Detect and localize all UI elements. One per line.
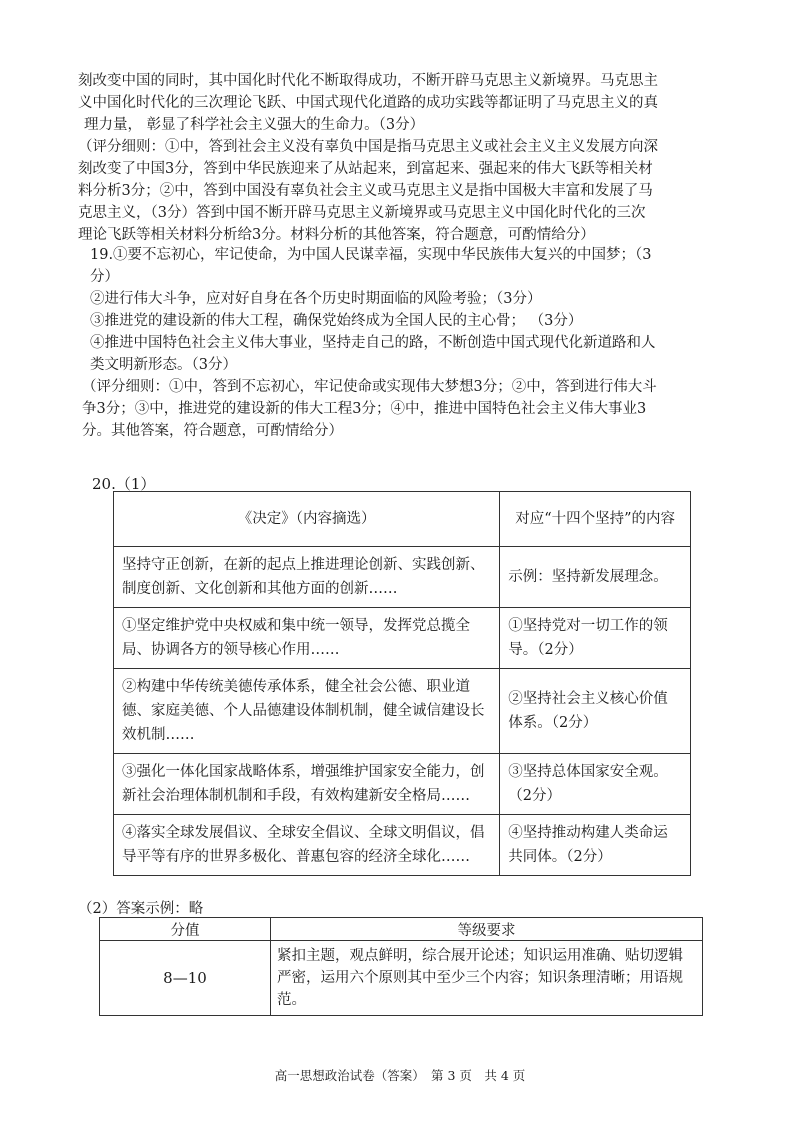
q18-answer-block bbox=[78, 70, 728, 246]
q20-part2-label: （2）答案示例：略 bbox=[78, 901, 204, 917]
text-line: 义中国化时代化的三次理论飞跃、中国式现代化道路的成功实践等都证明了马克思主义的真 bbox=[78, 95, 658, 111]
text-line: 19.①要不忘初心，牢记使命，为中国人民谋幸福，实现中华民族伟大复兴的中国梦；（3 bbox=[90, 247, 652, 263]
table-row bbox=[114, 754, 691, 815]
decision-excerpt: ②构建中华传统美德传承体系，健全社会公德、职业道德、家庭美德、个人品德建设体制机制，健全诚信建设长效机制…… bbox=[114, 669, 500, 754]
text-line: 刻改变了中国3分，答到中华民族迎来了从站起来，到富起来、强起来的伟大飞跃等相关材 bbox=[78, 161, 653, 177]
decision-excerpt: ④落实全球发展倡议、全球安全倡议、全球文明倡议，倡导平等有序的世界多极化、普惠包容的经济全球化…… bbox=[114, 815, 500, 876]
rubric-line: （评分细则：①中，答到不忘初心，牢记使命或实现伟大梦想3分；②中，答到进行伟大斗 bbox=[82, 379, 657, 395]
table-header-row bbox=[100, 918, 703, 941]
text-line: 类文明新形态。（3分） bbox=[90, 357, 237, 373]
header-score: 分值 bbox=[100, 918, 271, 941]
header-decision: 《决定》（内容摘选） bbox=[114, 492, 500, 547]
q20-heading: 20.（1） bbox=[92, 475, 156, 493]
table-row bbox=[100, 941, 703, 1016]
text-line: 理论飞跃等相关材料分析给3分。材料分析的其他答案，符合题意，可酌情给分） bbox=[78, 227, 595, 243]
q19-answer-block bbox=[82, 244, 732, 442]
table-row bbox=[114, 815, 691, 876]
principle-cell: ②坚持社会主义核心价值体系。（2分） bbox=[500, 669, 691, 754]
text-line: 克思主义，（3分）答到中国不断开辟马克思主义新境界或马克思主义中国化时代化的三次 bbox=[78, 205, 646, 221]
requirement-cell: 紧扣主题，观点鲜明，综合展开论述；知识运用准确、贴切逻辑严密，运用六个原则其中至少三个内容；知识条理清晰；用语规范。 bbox=[271, 941, 703, 1016]
rubric-line: 争3分；③中，推进党的建设新的伟大工程3分；④中，推进中国特色社会主义伟大事业3 bbox=[82, 401, 647, 417]
table-header-row bbox=[114, 492, 691, 547]
text-line: （评分细则：①中，答到社会主义没有辜负中国是指马克思主义或社会主义主义发展方向深 bbox=[78, 139, 658, 155]
principle-cell: ④坚持推动构建人类命运共同体。（2分） bbox=[500, 815, 691, 876]
table-row bbox=[114, 608, 691, 669]
text-line: ②进行伟大斗争，应对好自身在各个历史时期面临的风险考验；（3分） bbox=[90, 291, 542, 307]
table-row bbox=[114, 669, 691, 754]
decision-excerpt: ③强化一体化国家战略体系，增强维护国家安全能力，创新社会治理体制机制和手段，有效构建新安全格局…… bbox=[114, 754, 500, 815]
header-fourteen-principles: 对应“十四个坚持”的内容 bbox=[500, 492, 691, 547]
text-line: ④推进中国特色社会主义伟大事业，坚持走自己的路，不断创造中国式现代化新道路和人 bbox=[90, 335, 656, 351]
decision-table bbox=[113, 491, 691, 876]
header-requirement: 等级要求 bbox=[271, 918, 703, 941]
page-footer: 高一思想政治试卷（答案） 第 3 页 共 4 页 bbox=[274, 1068, 526, 1083]
principle-cell: ①坚持党对一切工作的领导。（2分） bbox=[500, 608, 691, 669]
table-row bbox=[114, 547, 691, 608]
rubric-line: 分。其他答案，符合题意，可酌情给分） bbox=[82, 423, 343, 439]
text-line: 理力量， 彰显了科学社会主义强大的生命力。（3分） bbox=[84, 117, 425, 133]
grading-table bbox=[99, 917, 703, 1016]
decision-excerpt: ①坚定维护党中央权威和集中统一领导，发挥党总揽全局、协调各方的领导核心作用…… bbox=[114, 608, 500, 669]
text-line: 分） bbox=[90, 269, 119, 285]
principle-cell: 示例：坚持新发展理念。 bbox=[500, 547, 691, 608]
text-line: 刻改变中国的同时，其中国化时代化不断取得成功，不断开辟马克思主义新境界。马克思主 bbox=[78, 73, 658, 89]
text-line: ③推进党的建设新的伟大工程，确保党始终成为全国人民的主心骨； （3分） bbox=[90, 313, 583, 329]
score-cell: 8—10 bbox=[100, 941, 271, 1016]
decision-excerpt: 坚持守正创新，在新的起点上推进理论创新、实践创新、制度创新、文化创新和其他方面的创新…… bbox=[114, 547, 500, 608]
principle-cell: ③坚持总体国家安全观。（2分） bbox=[500, 754, 691, 815]
text-line: 料分析3分；②中，答到中国没有辜负社会主义或马克思主义是指中国极大丰富和发展了马 bbox=[78, 183, 653, 199]
